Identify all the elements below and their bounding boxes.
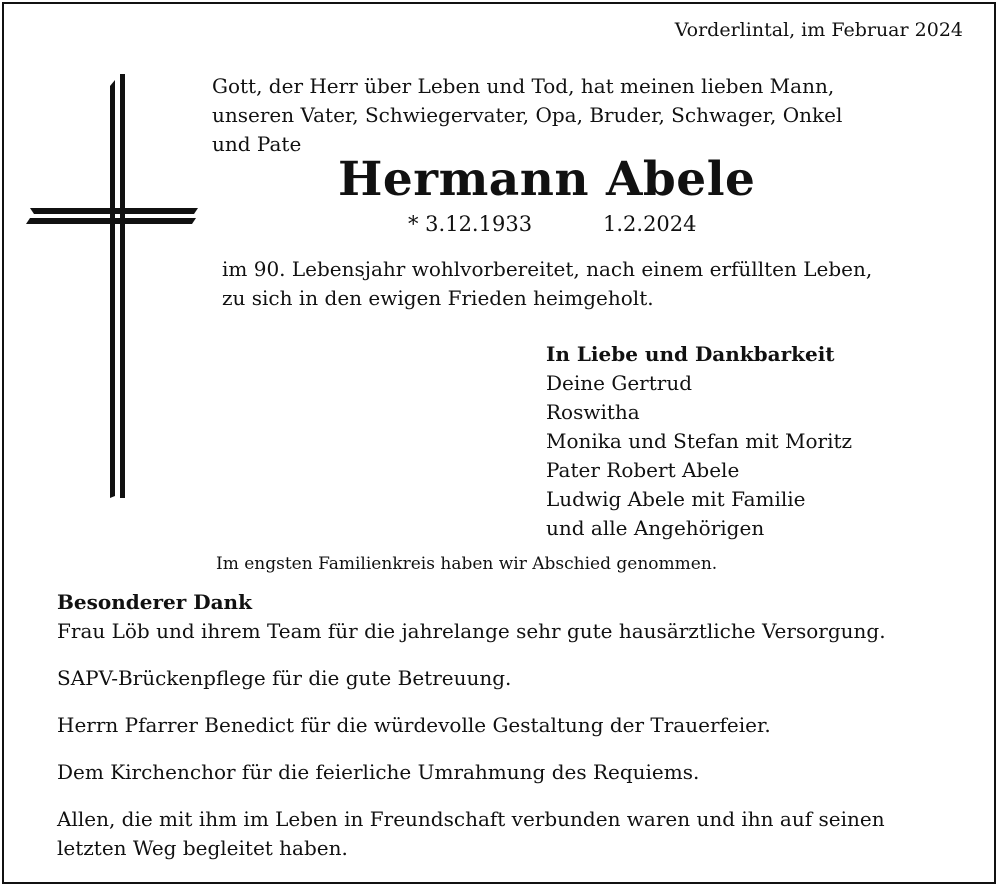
thanks-paragraph: Herrn Pfarrer Benedict für die würdevolle Gestaltung der Trauerfeier. <box>57 713 771 737</box>
intro-line: unseren Vater, Schwiegervater, Opa, Bruder, Schwager, Onkel <box>212 103 843 127</box>
thanks-paragraph: SAPV-Brückenpflege für die gute Betreuung. <box>57 666 512 690</box>
intro-line: Gott, der Herr über Leben und Tod, hat meinen lieben Mann, <box>212 74 835 98</box>
thanks-heading: Besonderer Dank <box>57 590 252 614</box>
passage-text <box>222 255 872 313</box>
mourners-block <box>546 340 852 543</box>
passage-line: zu sich in den ewigen Frieden heimgeholt. <box>222 286 654 310</box>
deceased-name: Hermann Abele <box>338 152 756 207</box>
mourner-name: Deine Gertrud <box>546 371 692 395</box>
place-date: Vorderlintal, im Februar 2024 <box>674 19 963 41</box>
thanks-paragraph: letzten Weg begleitet haben. <box>57 836 348 860</box>
passage-line: im 90. Lebensjahr wohlvorbereitet, nach einem erfüllten Leben, <box>222 257 873 281</box>
cross-icon <box>24 72 204 502</box>
mourner-name: Monika und Stefan mit Moritz <box>546 429 853 453</box>
birth-date: * 3.12.1933 <box>408 212 533 236</box>
thanks-paragraph: Allen, die mit ihm im Leben in Freundschaft verbunden waren und ihn auf seinen <box>57 807 885 831</box>
mourners-heading: In Liebe und Dankbarkeit <box>546 342 835 366</box>
mourner-name: Pater Robert Abele <box>546 458 740 482</box>
mourner-name: Ludwig Abele mit Familie <box>546 487 806 511</box>
thanks-paragraph: Dem Kirchenchor für die feierliche Umrahmung des Requiems. <box>57 760 700 784</box>
intro-text <box>212 72 842 159</box>
thanks-paragraph: Frau Löb und ihrem Team für die jahrelange sehr gute hausärztliche Versorgung. <box>57 619 886 643</box>
thanks-section <box>57 588 886 863</box>
mourner-name: Roswitha <box>546 400 640 424</box>
intro-line: und Pate <box>212 132 302 156</box>
mourner-name: und alle Angehörigen <box>546 516 765 540</box>
farewell-note: Im engsten Familienkreis haben wir Abschied genommen. <box>216 554 718 574</box>
death-date: 1.2.2024 <box>603 212 697 236</box>
